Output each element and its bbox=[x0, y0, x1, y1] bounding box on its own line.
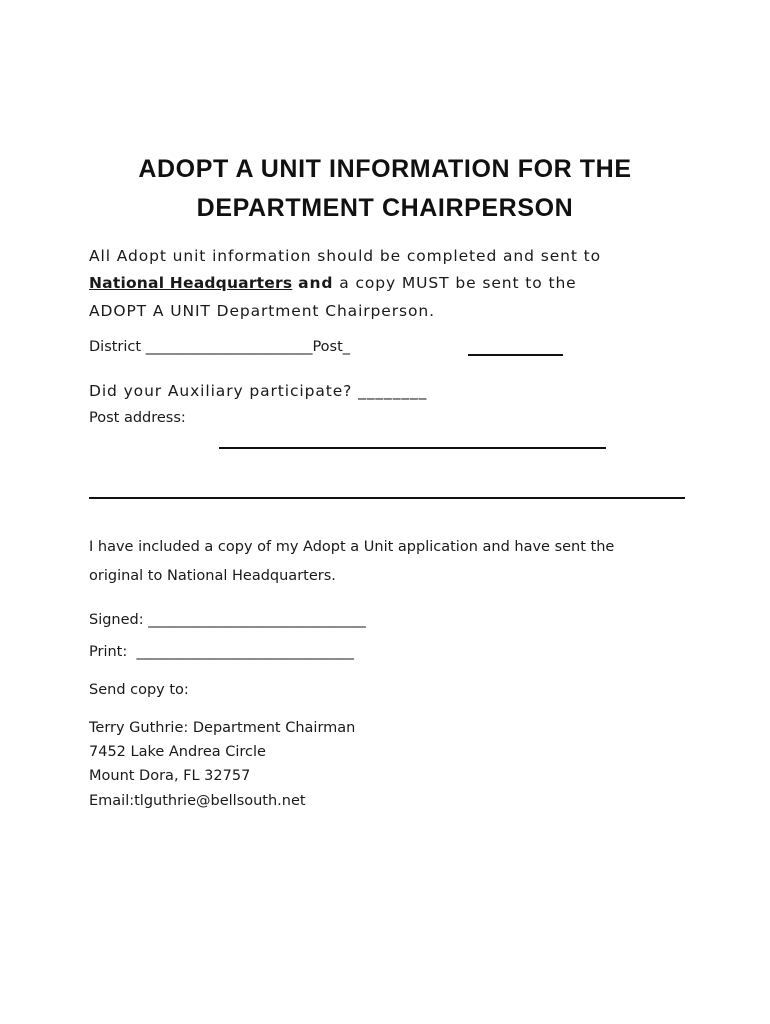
auxiliary-row bbox=[89, 382, 427, 400]
national-headquarters-emphasis: National Headquarters bbox=[89, 274, 293, 292]
signed-label: Signed: bbox=[89, 612, 144, 628]
signed-row bbox=[89, 612, 366, 628]
send-copy-label: Send copy to: bbox=[89, 682, 189, 698]
and-emphasis: and bbox=[298, 274, 334, 292]
street-address: 7452 Lake Andrea Circle bbox=[89, 744, 266, 760]
city-state-zip: Mount Dora, FL 32757 bbox=[89, 768, 251, 784]
intro-line-2-rest: a copy MUST be sent to the bbox=[339, 274, 577, 292]
district-label: District bbox=[89, 339, 142, 355]
statement-line-2: original to National Headquarters. bbox=[89, 568, 336, 584]
email-line[interactable]: Email:tlguthrie@bellsouth.net bbox=[89, 793, 306, 809]
page-title-line-1: ADOPT A UNIT INFORMATION FOR THE bbox=[138, 155, 632, 183]
print-label: Print: bbox=[89, 644, 128, 660]
post-address-line-1[interactable] bbox=[219, 447, 606, 449]
post-field-line[interactable] bbox=[468, 354, 563, 356]
post-address-label: Post address: bbox=[89, 410, 186, 426]
signed-field[interactable]: ______________________________ bbox=[148, 612, 366, 628]
print-row bbox=[89, 644, 354, 660]
chairman-name: Terry Guthrie: Department Chairman bbox=[89, 720, 356, 736]
post-label: Post bbox=[312, 339, 343, 355]
print-field[interactable]: ______________________________ bbox=[136, 644, 354, 660]
auxiliary-field[interactable]: ________ bbox=[358, 382, 428, 400]
statement-line-1: I have included a copy of my Adopt a Unit application and have sent the bbox=[89, 539, 615, 555]
post-field-underscore[interactable]: _ bbox=[342, 339, 351, 355]
page-title-line-2: DEPARTMENT CHAIRPERSON bbox=[196, 194, 574, 222]
post-address-line-2[interactable] bbox=[89, 497, 685, 499]
intro-line-3: ADOPT A UNIT Department Chairperson. bbox=[89, 302, 435, 320]
intro-line-1: All Adopt unit information should be completed and sent to bbox=[89, 247, 602, 265]
auxiliary-label: Did your Auxiliary participate? bbox=[89, 382, 353, 400]
district-post-row bbox=[89, 339, 350, 355]
intro-line-2 bbox=[89, 274, 577, 292]
district-field[interactable]: _______________________ bbox=[145, 339, 313, 355]
